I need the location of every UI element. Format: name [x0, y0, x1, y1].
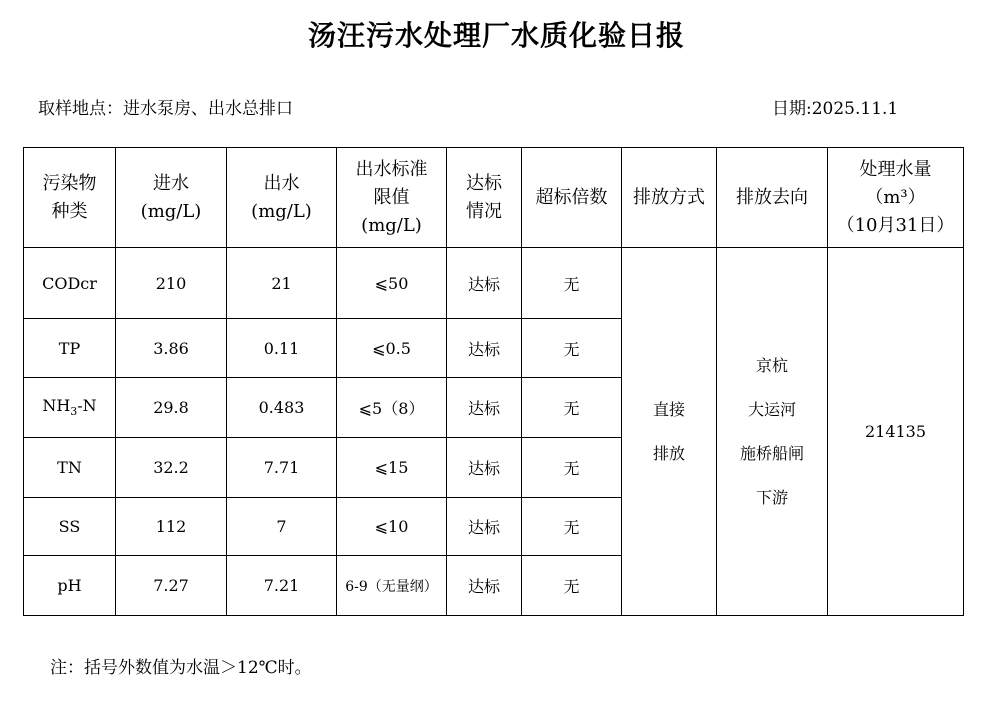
header-effluent	[227, 148, 337, 248]
header-influent-line-1: 进水	[153, 172, 189, 194]
header-row	[24, 148, 964, 248]
cell-treated-volume: 214135	[828, 248, 964, 616]
sampling-site: 取样地点：进水泵房、出水总排口	[38, 99, 293, 119]
header-pollutant-line-2: 种类	[51, 200, 88, 222]
header-limit-unit: (mg/L)	[361, 214, 422, 236]
cell-status: 达标	[447, 248, 522, 319]
cell-influent: 112	[116, 498, 227, 556]
cell-influent: 7.27	[116, 556, 227, 616]
destination-line-3: 施桥船闸	[739, 443, 804, 463]
cell-influent: 32.2	[116, 438, 227, 498]
cell-limit: ⩽0.5	[337, 319, 447, 378]
cell-limit: ⩽5（8）	[337, 378, 447, 438]
cell-pollutant: pH	[24, 556, 116, 616]
cell-pollutant: TN	[24, 438, 116, 498]
cell-discharge-method	[622, 248, 717, 616]
header-effluent-line-1: 出水	[263, 172, 300, 194]
header-status	[447, 148, 522, 248]
header-influent	[116, 148, 227, 248]
discharge-method-line-1: 直接	[652, 399, 685, 419]
header-pollutant-type	[24, 148, 116, 248]
cell-influent: 210	[116, 248, 227, 319]
cell-pollutant: CODcr	[24, 248, 116, 319]
cell-excess: 无	[522, 556, 622, 616]
pollutant-main: NH	[42, 396, 71, 416]
destination-line-1: 京杭	[755, 355, 788, 375]
report-date: 日期:2025.11.1	[772, 99, 899, 119]
water-quality-table	[23, 147, 964, 616]
cell-status: 达标	[447, 319, 522, 378]
header-method: 排放方式	[622, 148, 717, 248]
header-effluent-unit: (mg/L)	[251, 200, 312, 222]
header-excess: 超标倍数	[522, 148, 622, 248]
cell-influent: 29.8	[116, 378, 227, 438]
destination-line-2: 大运河	[747, 399, 796, 419]
cell-excess: 无	[522, 248, 622, 319]
footnote: 注：括号外数值为水温＞12℃时。	[50, 658, 312, 678]
header-limit-line-1: 出水标准	[355, 158, 428, 180]
cell-discharge-destination	[717, 248, 828, 616]
header-limit-line-2: 限值	[373, 186, 410, 208]
header-volume-date: （10月31日）	[836, 214, 955, 236]
cell-status: 达标	[447, 438, 522, 498]
cell-influent: 3.86	[116, 319, 227, 378]
pollutant-subscript: 3	[70, 405, 78, 419]
table-row-codcr	[24, 248, 964, 319]
header-influent-unit: (mg/L)	[140, 200, 202, 222]
discharge-method-line-2: 排放	[652, 443, 685, 463]
cell-excess: 无	[522, 378, 622, 438]
header-volume	[828, 148, 964, 248]
cell-effluent: 7.71	[227, 438, 337, 498]
header-limit	[337, 148, 447, 248]
cell-limit: ⩽15	[337, 438, 447, 498]
cell-excess: 无	[522, 319, 622, 378]
cell-pollutant: SS	[24, 498, 116, 556]
destination-line-4: 下游	[755, 487, 788, 507]
report-title: 汤汪污水处理厂水质化验日报	[307, 19, 685, 52]
pollutant-tail: -N	[77, 396, 97, 416]
cell-excess: 无	[522, 498, 622, 556]
cell-status: 达标	[447, 556, 522, 616]
cell-pollutant: TP	[24, 319, 116, 378]
cell-status: 达标	[447, 498, 522, 556]
cell-limit: 6-9（无量纲）	[337, 556, 447, 616]
cell-effluent: 0.11	[227, 319, 337, 378]
cell-excess: 无	[522, 438, 622, 498]
cell-limit: ⩽50	[337, 248, 447, 319]
cell-effluent: 21	[227, 248, 337, 319]
header-status-line-2: 情况	[466, 200, 502, 222]
cell-limit: ⩽10	[337, 498, 447, 556]
cell-effluent: 7	[227, 498, 337, 556]
cell-status: 达标	[447, 378, 522, 438]
header-volume-unit: （m³）	[865, 186, 926, 208]
cell-pollutant	[24, 378, 116, 438]
header-status-line-1: 达标	[466, 172, 502, 194]
header-pollutant-line-1: 污染物	[42, 172, 97, 194]
cell-effluent: 7.21	[227, 556, 337, 616]
header-volume-line-1: 处理水量	[859, 158, 932, 180]
cell-effluent: 0.483	[227, 378, 337, 438]
header-destination: 排放去向	[717, 148, 828, 248]
